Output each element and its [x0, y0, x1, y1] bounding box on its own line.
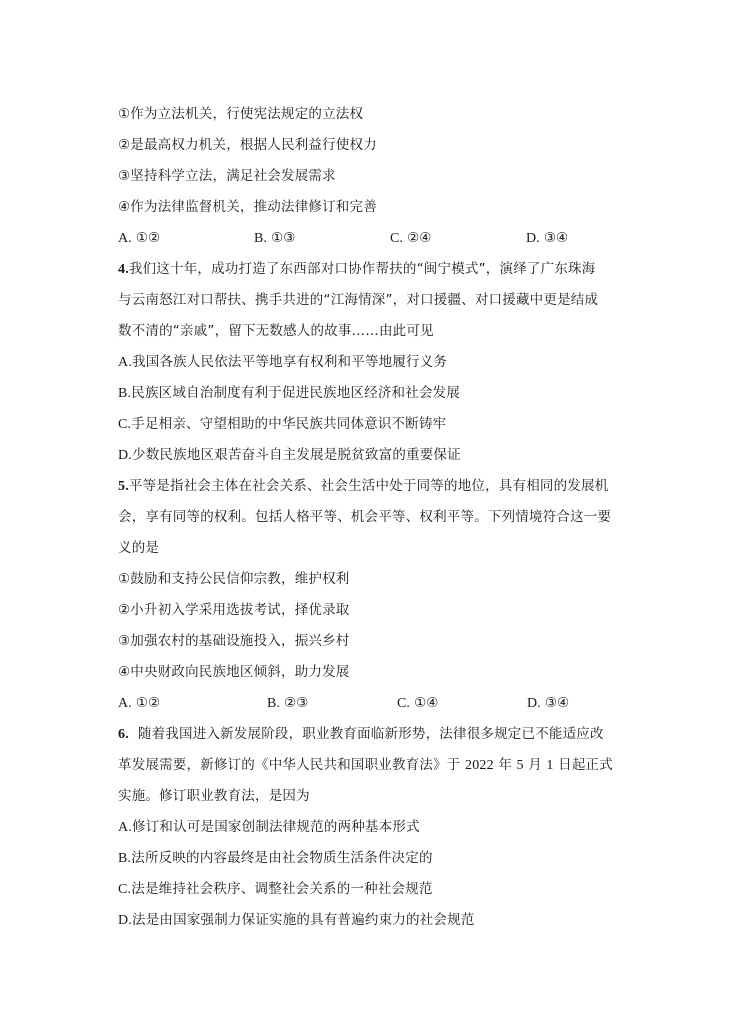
- q6-number: 6.: [118, 727, 129, 742]
- q3-option-1: ①作为立法机关，行使宪法规定的立法权: [118, 106, 364, 122]
- q6-answer-b: B.法所反映的内容最终是由社会物质生活条件决定的: [118, 850, 433, 866]
- q6-answer-c: C.法是维持社会秩序、调整社会关系的一种社会规范: [118, 881, 433, 897]
- q5-option-4: ④中央财政向民族地区倾斜，助力发展: [118, 664, 350, 680]
- q4-stem-line-2: 与云南怒江对口帮扶、携手共进的“江海情深”，对口援疆、对口援藏中更是结成: [118, 292, 599, 308]
- q4-answer-b: B.民族区域自治制度有利于促进民族地区经济和社会发展: [118, 385, 461, 401]
- q3-choice-d: D. ③④: [526, 230, 569, 246]
- q5-option-3: ③加强农村的基础设施投入，振兴乡村: [118, 633, 350, 649]
- q4-answer-a: A.我国各族人民依法平等地享有权利和平等地履行义务: [118, 354, 448, 370]
- q5-choices: [118, 688, 658, 719]
- q3-choice-c: C. ②④: [390, 230, 432, 246]
- question-6: [118, 719, 658, 936]
- question-5: [118, 471, 658, 719]
- q5-stem-line-3: 义的是: [118, 540, 160, 556]
- q4-stem-line-3: 数不清的“亲戚”，留下无数感人的故事……由此可见: [118, 323, 434, 339]
- q5-number: 5.: [118, 479, 129, 494]
- q4-number: 4.: [118, 262, 129, 277]
- q6-answer-d: D.法是由国家强制力保证实施的具有普遍约束力的社会规范: [118, 912, 475, 928]
- q5-choice-d: D. ③④: [527, 695, 570, 711]
- exam-page: [118, 99, 658, 936]
- q4-answer-c: C.手足相亲、守望相助的中华民族共同体意识不断铸牢: [118, 416, 447, 432]
- question-3: [118, 99, 658, 254]
- q4-stem-line-1: 4.我们这十年，成功打造了东西部对口协作帮扶的“闽宁模式”，演绎了广东珠海: [118, 261, 596, 277]
- q3-choice-a: A. ①②: [118, 230, 161, 246]
- q3-choice-b: B. ①③: [254, 230, 296, 246]
- q5-choice-a: A. ①②: [118, 695, 161, 711]
- q6-stem-line-1: 6. 随着我国进入新发展阶段，职业教育面临新形势，法律很多规定已不能适应改: [118, 726, 604, 742]
- q6-stem-line-3: 实施。修订职业教育法，是因为: [118, 788, 310, 804]
- q5-choice-b: B. ②③: [267, 695, 309, 711]
- q5-stem-line-2: 会，享有同等的权利。包括人格平等、机会平等、权利平等。下列情境符合这一要: [118, 509, 612, 525]
- q5-choice-c: C. ①④: [397, 695, 439, 711]
- q3-option-2: ②是最高权力机关，根据人民利益行使权力: [118, 137, 377, 153]
- q3-option-4: ④作为法律监督机关，推动法律修订和完善: [118, 199, 377, 215]
- question-4: [118, 254, 658, 471]
- q4-answer-d: D.少数民族地区艰苦奋斗自主发展是脱贫致富的重要保证: [118, 447, 461, 463]
- q5-option-2: ②小升初入学采用选拔考试，择优录取: [118, 602, 350, 618]
- q6-answer-a: A.修订和认可是国家创制法律规范的两种基本形式: [118, 819, 420, 835]
- q3-option-3: ③坚持科学立法，满足社会发展需求: [118, 168, 336, 184]
- q5-option-1: ①鼓励和支持公民信仰宗教，维护权利: [118, 571, 350, 587]
- q5-stem-line-1: 5.平等是指社会主体在社会关系、社会生活中处于同等的地位，具有相同的发展机: [118, 478, 609, 494]
- q6-stem-line-2: 革发展需要，新修订的《中华人民共和国职业教育法》于 2022 年 5 月 1 日起正式: [118, 757, 613, 773]
- q3-choices: [118, 223, 658, 254]
